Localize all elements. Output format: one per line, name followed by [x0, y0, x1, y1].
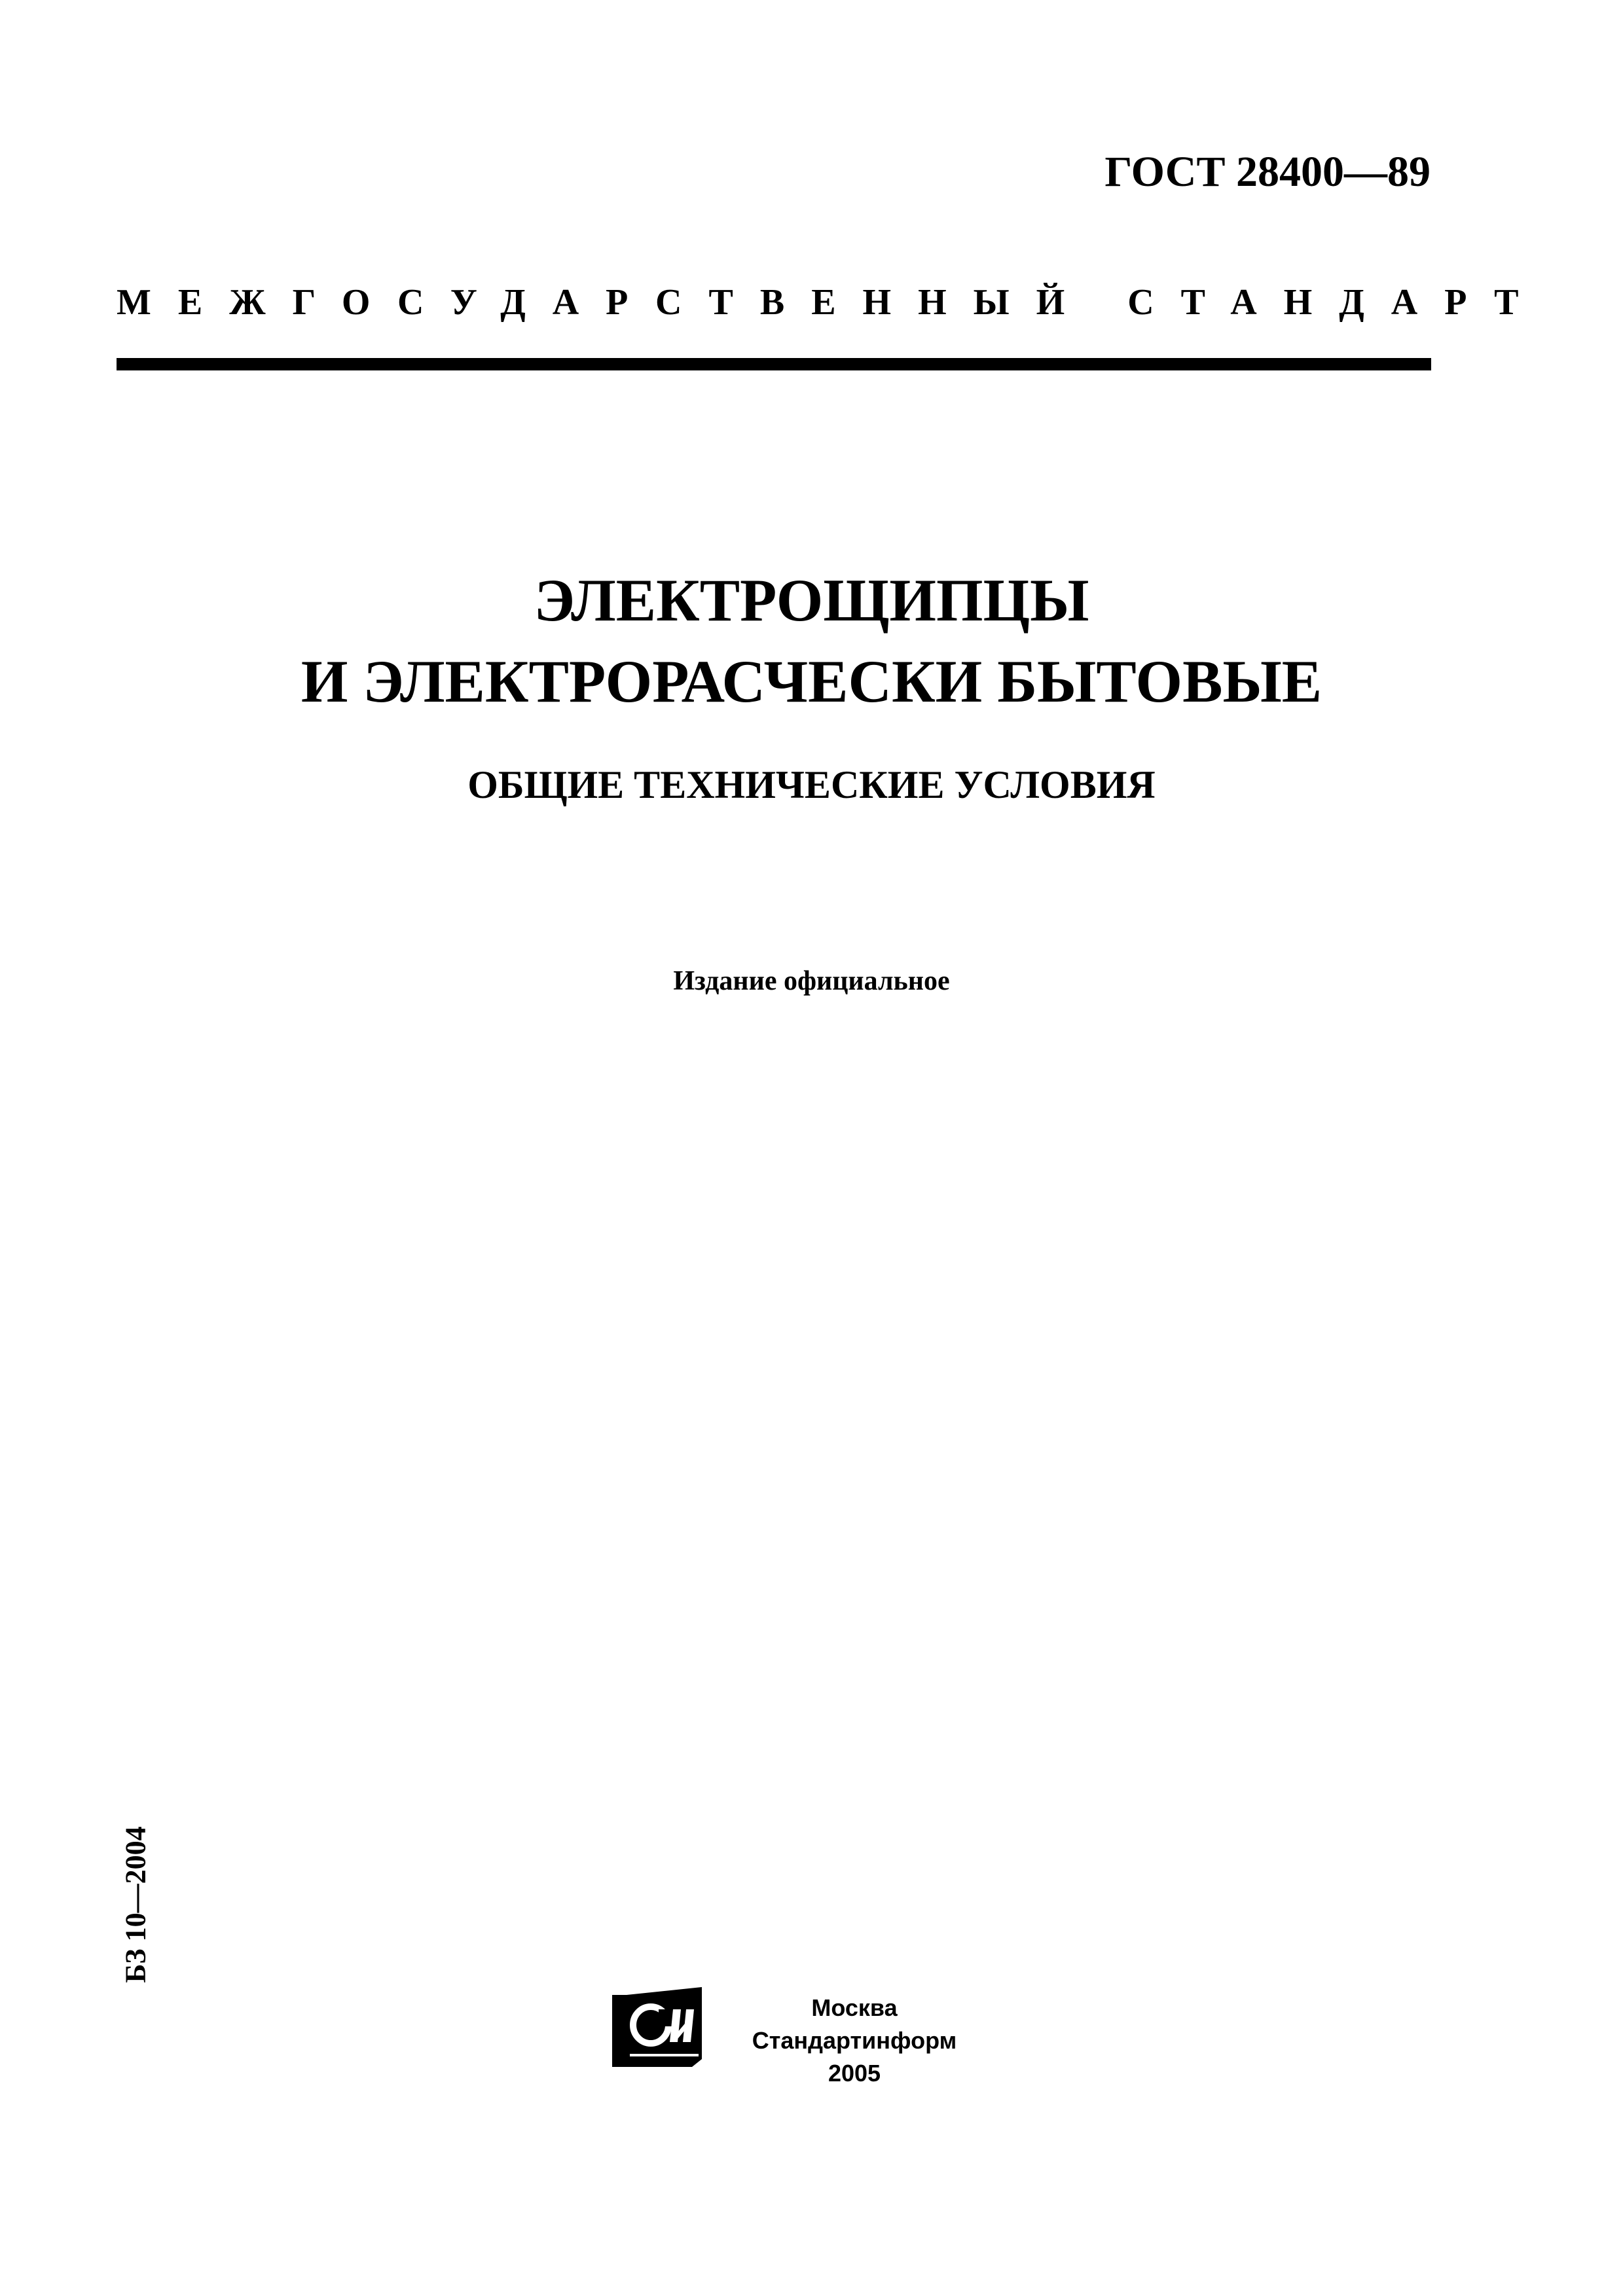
publication-year: 2005 [828, 2060, 881, 2087]
publisher-imprint [720, 1992, 989, 2090]
document-title [0, 560, 1623, 722]
document-subtitle: ОБЩИЕ ТЕХНИЧЕСКИЕ УСЛОВИЯ [467, 763, 1156, 806]
standartinform-logo-icon [610, 1983, 708, 2071]
standard-kind-heading: МЕЖГОСУДАРСТВЕННЫЙ СТАНДАРТ [117, 282, 1546, 323]
publisher-name: Стандартинформ [752, 2027, 957, 2054]
edition-note: Издание официальное [673, 966, 950, 996]
publisher-city: Москва [811, 1994, 898, 2021]
title-line-1: ЭЛЕКТРОЩИПЦЫ [534, 567, 1089, 634]
document-number: ГОСТ 28400—89 [1104, 148, 1431, 196]
title-line-2: И ЭЛЕКТРОРАСЧЕСКИ БЫТОВЫЕ [301, 648, 1322, 715]
side-code: БЗ 10—2004 [119, 1826, 152, 1983]
header-rule [117, 358, 1431, 370]
